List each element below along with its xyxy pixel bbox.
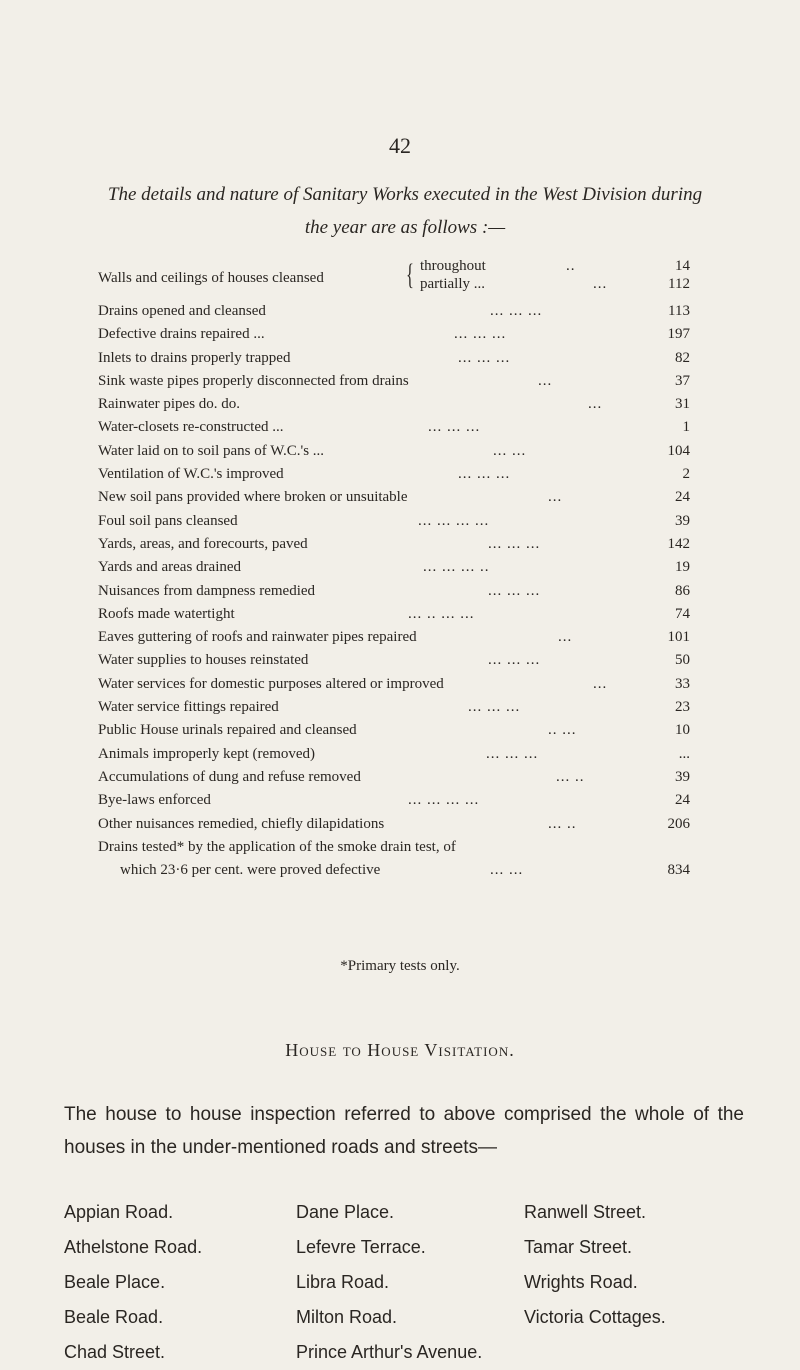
leader-dots: ... ... ... [488, 535, 541, 552]
row-label: Bye-laws enforced [98, 792, 211, 809]
leader-dots: ... ... ... [486, 745, 539, 762]
leader-dots: ... ... ... [428, 419, 481, 436]
page-title: The details and nature of Sanitary Works executed in the West Division during the year are as follows :— [107, 184, 703, 238]
street-name: Prince Arthur's Avenue. [296, 1342, 483, 1362]
row-label: Water laid on to soil pans of W.C.'s ... [98, 442, 325, 459]
table-row [98, 813, 690, 836]
leader-dots: ... .. [556, 768, 585, 785]
table-row [98, 300, 690, 323]
section-heading: House to House Visitation. [285, 1040, 515, 1060]
leader-dots: .. ... [548, 722, 577, 739]
drains-tested-row [98, 836, 690, 882]
row-value: 23 [675, 699, 690, 716]
leader-dots: ... ... ... ... [408, 792, 480, 809]
row-label: Other nuisances remedied, chiefly dilapidations [98, 815, 385, 832]
table-row [98, 580, 690, 603]
row-label: Water supplies to houses reinstated [98, 652, 309, 669]
table-row [98, 766, 690, 789]
streets-column-1 [64, 1195, 202, 1370]
row-value: 24 [675, 792, 690, 809]
sub-label-throughout: throughout [420, 258, 486, 274]
row-value: 37 [675, 372, 690, 389]
street-name: Appian Road. [64, 1202, 174, 1222]
row-value: 33 [675, 675, 690, 692]
table-row [98, 626, 690, 649]
row-value: 2 [682, 466, 690, 483]
table-row [98, 416, 690, 439]
table-row [98, 370, 690, 393]
row-value: 39 [675, 768, 690, 785]
table-row [98, 510, 690, 533]
leader-dots: ... ... ... [458, 349, 511, 366]
leader-dots: ... .. ... ... [408, 605, 475, 622]
street-name: Lefevre Terrace. [296, 1237, 426, 1257]
leader-dots: ... ... ... [488, 652, 541, 669]
streets-column-2 [296, 1195, 482, 1370]
row-value: ... [678, 745, 690, 762]
street-name: Athelstone Road. [64, 1237, 203, 1257]
streets-column-3 [524, 1195, 666, 1335]
leader-dots: ... ... [490, 861, 524, 878]
row-label: Eaves guttering of roofs and rainwater pipes repaired [98, 629, 417, 646]
row-value: 82 [675, 349, 690, 366]
street-name: Milton Road. [296, 1307, 398, 1327]
leader-dots: ... [593, 675, 608, 692]
table-row [98, 743, 690, 766]
street-name: Chad Street. [64, 1342, 166, 1362]
table-row [98, 533, 690, 556]
row-value: 86 [675, 582, 690, 599]
leader-dots: ... ... ... [468, 699, 521, 716]
street-name: Libra Road. [296, 1272, 390, 1292]
table-row [98, 556, 690, 579]
sanitary-works-table [98, 258, 690, 882]
row-label: Drains tested* by the application of the smoke drain test, of [98, 838, 456, 855]
leader-dots: ... ... ... [458, 466, 511, 483]
row-value: 206 [667, 815, 690, 832]
row-value: 24 [675, 489, 690, 506]
brace-glyph: { [406, 258, 414, 291]
leader-dots: ... ... ... .. [423, 559, 490, 576]
street-name: Dane Place. [296, 1202, 395, 1222]
table-row [98, 347, 690, 370]
leader-dots: ... ... [493, 442, 527, 459]
row-label: New soil pans provided where broken or unsuitable [98, 489, 408, 506]
row-value: 50 [675, 652, 690, 669]
table-row [98, 603, 690, 626]
street-name: Beale Place. [64, 1272, 166, 1292]
row-value: 104 [667, 442, 690, 459]
sub-label-partially: partially ... [420, 276, 485, 292]
row-value: 112 [668, 276, 690, 292]
street-name: Ranwell Street. [524, 1202, 647, 1222]
table-row [98, 673, 690, 696]
row-label-continued: which 23·6 per cent. were proved defective [120, 861, 381, 878]
row-label: Foul soil pans cleansed [98, 512, 238, 529]
street-name: Beale Road. [64, 1307, 164, 1327]
row-label: Public House urinals repaired and cleansed [98, 722, 357, 739]
row-label: Water service fittings repaired [98, 699, 279, 716]
leader-dots: ... [548, 489, 563, 506]
leader-dots: ... [558, 629, 573, 646]
table-row [98, 789, 690, 812]
row-label: Nuisances from dampness remedied [98, 582, 316, 599]
walls-ceilings-row [98, 258, 690, 300]
leader-dots: ... [588, 396, 603, 413]
row-label: Drains opened and cleansed [98, 303, 266, 319]
row-value: 1 [682, 419, 690, 436]
street-name: Tamar Street. [524, 1237, 633, 1257]
row-label: Yards, areas, and forecourts, paved [98, 535, 308, 552]
leader-dots: ... ... ... ... [418, 512, 490, 529]
leader-dots: ... [538, 372, 553, 389]
leader-dots: ... .. [548, 815, 577, 832]
row-label: Ventilation of W.C.'s improved [98, 466, 284, 483]
row-value: 142 [667, 535, 690, 552]
table-row [98, 393, 690, 416]
row-value: 74 [675, 605, 690, 622]
street-name: Wrights Road. [524, 1272, 638, 1292]
row-value: 197 [667, 326, 690, 343]
row-value: 113 [668, 303, 690, 319]
leader-dots: ... ... ... [454, 326, 507, 343]
page-number: 42 [389, 133, 411, 158]
leader-dots: ... ... ... [490, 303, 543, 319]
leader-dots: .. [566, 258, 576, 274]
row-label: Water services for domestic purposes altered or improved [98, 675, 444, 692]
table-row [98, 486, 690, 509]
row-value: 14 [675, 258, 690, 274]
row-label: Defective drains repaired ... [98, 326, 265, 343]
row-value: 31 [675, 396, 690, 413]
row-label: Water-closets re-constructed ... [98, 419, 284, 436]
row-value: 10 [675, 722, 690, 739]
row-value: 101 [667, 629, 690, 646]
row-value: 19 [675, 559, 690, 576]
row-label: Yards and areas drained [98, 559, 242, 576]
table-row [98, 649, 690, 672]
row-label: Walls and ceilings of houses cleansed [98, 270, 324, 286]
street-name: Victoria Cottages. [524, 1307, 666, 1327]
row-label: Inlets to drains properly trapped [98, 349, 291, 366]
row-label: Rainwater pipes do. do. [98, 396, 241, 413]
row-label: Sink waste pipes properly disconnected from drains [98, 372, 409, 389]
footnote: *Primary tests only. [340, 958, 460, 974]
leader-dots: ... ... ... [488, 582, 541, 599]
row-value: 834 [667, 861, 690, 878]
table-row [98, 463, 690, 486]
table-row [98, 719, 690, 742]
table-row [98, 696, 690, 719]
row-value: 39 [675, 512, 690, 529]
table-row [98, 323, 690, 346]
leader-dots: ... [593, 276, 608, 292]
row-label: Animals improperly kept (removed) [98, 745, 316, 762]
paragraph: The house to house inspection referred to above comprised the whole of the houses in the under-mentioned roads and streets— [64, 1104, 744, 1158]
row-label: Roofs made watertight [98, 605, 235, 622]
row-label: Accumulations of dung and refuse removed [98, 768, 361, 785]
table-row [98, 440, 690, 463]
